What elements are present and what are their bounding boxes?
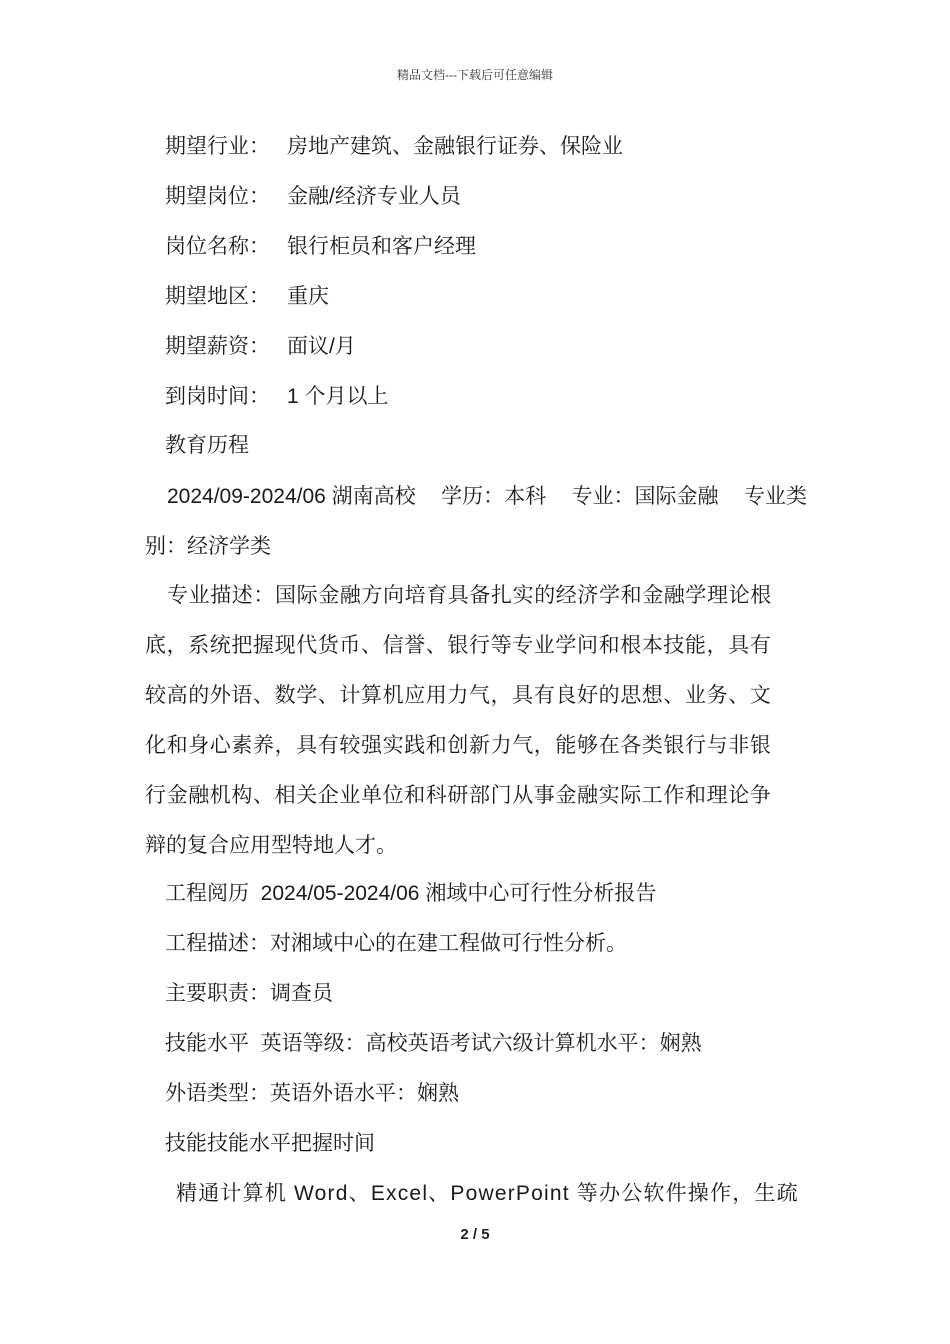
education-school: 2024/09-2024/06 湖南高校 xyxy=(167,485,416,508)
education-desc-line: 底，系统把握现代货币、信誉、银行等专业学问和根本技能，具有 xyxy=(145,634,772,657)
profile-row-start-time xyxy=(165,382,389,412)
education-entry-line2: 别：经济学类 xyxy=(145,535,271,558)
profile-value: 银行柜员和客户经理 xyxy=(287,235,476,258)
project-description: 工程描述：对湘域中心的在建工程做可行性分析。 xyxy=(165,932,627,955)
education-degree: 学历：本科 xyxy=(441,485,547,508)
skills-level: 技能水平 英语等级：高校英语考试六级计算机水平：娴熟 xyxy=(165,1032,702,1055)
profile-value: 金融/经济专业人员 xyxy=(287,185,461,208)
profile-label: 期望岗位： xyxy=(165,185,270,208)
profile-row-industry xyxy=(165,132,623,162)
project-title: 工程阅历 2024/05-2024/06 湘域中心可行性分析报告 xyxy=(165,882,657,905)
profile-value: 面议/月 xyxy=(287,335,356,358)
page-header: 精品文档---下载后可任意编辑 xyxy=(397,68,553,82)
education-desc-line: 化和身心素养，具有较强实践和创新力气，能够在各类银行与非银 xyxy=(145,734,772,757)
profile-value: 1 个月以上 xyxy=(287,385,389,408)
skills-last-line: 精通计算机 Word、Excel、PowerPoint 等办公软件操作，生疏 xyxy=(176,1182,799,1205)
profile-label: 期望行业： xyxy=(165,135,270,158)
profile-value: 重庆 xyxy=(287,285,329,308)
education-heading: 教育历程 xyxy=(165,434,249,457)
project-duty: 主要职责：调查员 xyxy=(165,982,333,1005)
education-desc-line: 行金融机构、相关企业单位和科研部门从事金融实际工作和理论争 xyxy=(145,784,772,807)
education-desc-line: 辩的复合应用型特地人才。 xyxy=(145,834,397,857)
skills-heading: 技能技能水平把握时间 xyxy=(165,1132,375,1155)
profile-row-region xyxy=(165,282,329,312)
profile-value: 房地产建筑、金融银行证券、保险业 xyxy=(287,135,623,158)
profile-label: 期望地区： xyxy=(165,285,270,308)
education-major: 专业：国际金融 xyxy=(571,485,719,508)
page-number: 2 / 5 xyxy=(460,1226,490,1243)
profile-row-salary xyxy=(165,332,356,362)
profile-label: 到岗时间： xyxy=(165,385,270,408)
skills-language: 外语类型：英语外语水平：娴熟 xyxy=(165,1082,459,1105)
education-desc-line: 专业描述：国际金融方向培育具备扎实的经济学和金融学理论根 xyxy=(167,584,772,607)
profile-label: 岗位名称： xyxy=(165,235,270,258)
education-desc-line: 较高的外语、数学、计算机应用力气，具有良好的思想、业务、文 xyxy=(145,684,772,707)
profile-row-position xyxy=(165,182,461,212)
education-entry-line1 xyxy=(167,482,807,512)
education-category-start: 专业类 xyxy=(743,485,807,508)
profile-row-job-title xyxy=(165,232,476,262)
profile-label: 期望薪资： xyxy=(165,335,270,358)
